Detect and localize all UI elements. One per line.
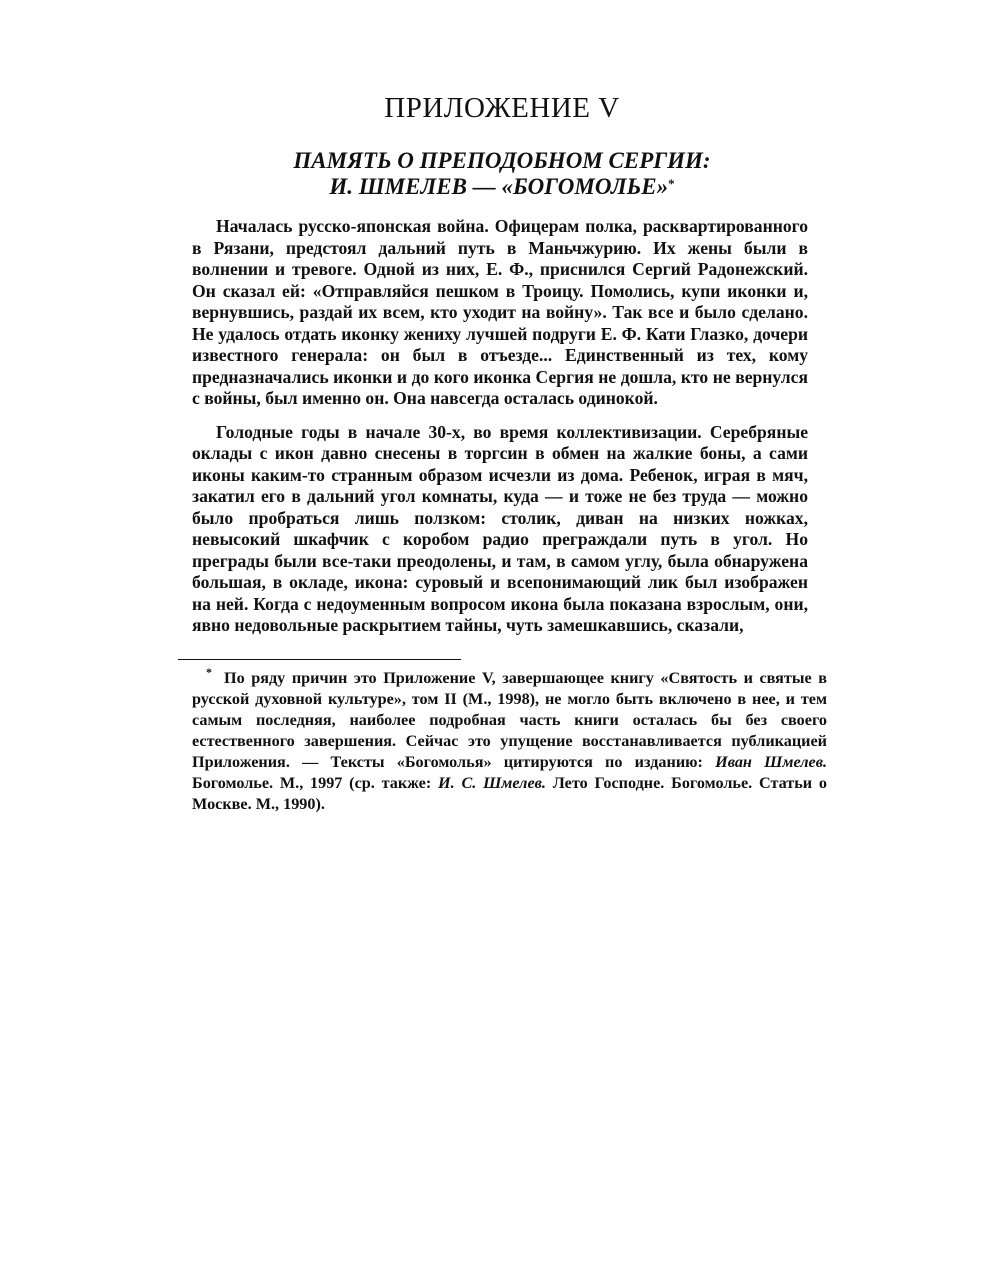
footnote-mark: *	[206, 665, 212, 679]
footnote-author-2: И. С. Шмелев.	[438, 774, 546, 792]
footnote-text-a: По ряду причин это Приложение V, завершающее книгу «Святость и святые в русской духовной культуре», том II (М., 1998), не могло быть включено в нее, и тем самым последняя, наиболее подробная часть книги осталась бы без своего естественного завершения. Сейчас это упущение восстанавливается публикацией Приложения. — Тексты «Богомолья» цитируются по изданию:	[192, 669, 827, 771]
footnote	[192, 665, 827, 815]
footnote-author-1: Иван Шмелев.	[715, 753, 827, 771]
footnote-reference[interactable]: *	[668, 176, 675, 191]
subtitle-line-2	[0, 174, 1004, 203]
paragraph: Началась русско-японская война. Офицерам полка, расквартированного в Рязани, предстоял дальний путь в Маньчжурию. Их жены были в волнении и тревоге. Одной из них, Е. Ф., приснился Сергий Радонежский. Он сказал ей: «Отправляйся пешком в Троицу. Помолись, купи иконки и, вернувшись, раздай их всем, кто уходит на войну». Так все и было сделано. Не удалось отдать иконку жениху лучшей подруги Е. Ф. Кати Глазко, дочери известного генерала: он был в отъезде... Единственный из тех, кому предназначались иконки и до кого иконка Сергия не дошла, кто не вернулся с войны, был именно он. Она навсегда осталась одинокой.	[192, 216, 808, 408]
paragraph: Голодные годы в начале 30-х, во время коллективизации. Серебряные оклады с икон давно снесены в торгсин в обмен на жалкие боны, а сами иконы каким-то странным образом исчезли из дома. Ребенок, играя в мяч, закатил его в дальний угол комнаты, куда — и тоже не без труда — можно было пробраться лишь ползком: столик, диван на низких ножках, невысокий шкафчик с коробом радио преграждали путь в угол. Но преграды были все-таки преодолены, и там, в самом углу, была обнаружена большая, в окладе, икона: суровый и всепонимающий лик был изображен на ней. Когда с недоуменным вопросом икона была показана взрослым, они, явно недовольные раскрытием тайны, чуть замешкавшись, сказали,	[192, 421, 808, 635]
footnote-text-c: Лето Господне. Богомолье. Статьи о Москве. М., 1990).	[192, 774, 827, 813]
body-text	[192, 216, 808, 649]
footnote-text-b: Богомолье. М., 1997 (ср. также:	[192, 774, 439, 792]
chapter-subtitle	[0, 148, 1004, 203]
footnote-divider	[178, 659, 461, 660]
chapter-title: ПРИЛОЖЕНИЕ V	[384, 92, 620, 124]
subtitle-line-2-text: И. ШМЕЛЕВ — «БОГОМОЛЬЕ»	[329, 174, 669, 199]
subtitle-line-1: ПАМЯТЬ О ПРЕПОДОБНОМ СЕРГИИ:	[293, 148, 711, 173]
